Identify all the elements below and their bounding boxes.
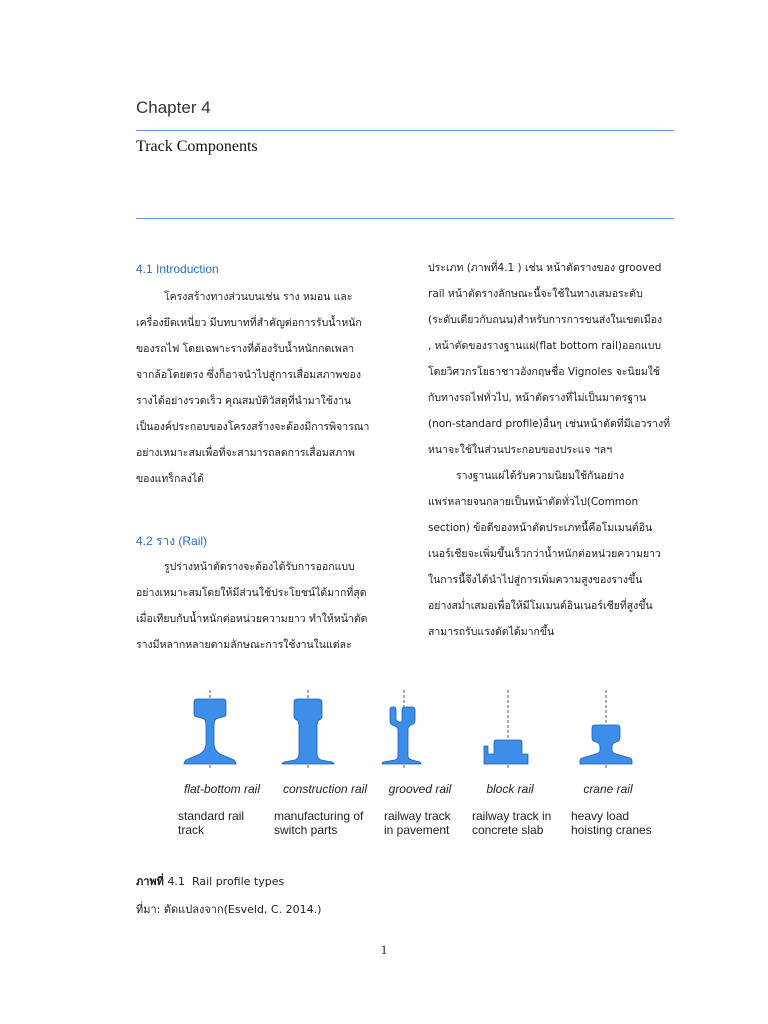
text-line: เป็นองค์ประกอบของโครงสร้างจะต้องมีการพิจารณา — [136, 421, 370, 433]
text-line: รางฐานแผ่ได้รับความนิยมใช้กันอย่าง — [456, 470, 625, 482]
rail-name-grooved: grooved rail — [388, 782, 452, 796]
text-line: รางได้อย่างรวดเร็ว คุณสมบัติวัสดุที่นำมาใช้งาน — [136, 395, 352, 407]
rail-use-block — [472, 809, 551, 837]
rail-use-line: track — [178, 823, 205, 837]
text-line: ของแทร็กลงได้ — [136, 473, 204, 485]
text-line: รูปร่างหน้าตัดรางจะต้องได้รับการออกแบบ — [164, 561, 355, 573]
rail-use-line: switch parts — [274, 823, 338, 837]
rail-name-construction: construction rail — [282, 782, 368, 796]
text-line: (non-standard profile)อื่นๆ เช่นหน้าตัดที่มีเอวรางที่ — [428, 418, 670, 430]
text-line: โดยวิศวกรโยธาชาวอังกฤษชื่อ Vignoles จะนิยมใช้ — [428, 366, 661, 378]
text-line: อย่างเหมาะสมเพื่อที่จะสามารถลดการเสื่อมสภาพ — [136, 447, 355, 459]
intro-heading: 4.1 Introduction — [136, 262, 219, 276]
rail-name-flat-bottom: flat-bottom rail — [183, 782, 261, 796]
intro-paragraph — [136, 284, 369, 492]
rail-profiles-figure — [170, 688, 670, 768]
rail-use-line: standard rail — [178, 809, 245, 823]
grooved-rail-icon — [382, 690, 421, 768]
header-rule-top — [136, 130, 674, 131]
header-rule-bottom — [136, 218, 674, 219]
rail-use-construction — [274, 809, 363, 837]
text-line: section) ข้อดีของหน้าตัดประเภทนี้คือโมเมนต์อิน — [428, 522, 653, 534]
text-line: เครื่องยึดเหนี่ยว มีบทบาทที่สำคัญต่อการรับน้ำหนัก — [136, 317, 362, 329]
text-line: , หน้าตัดของรางฐานแผ่(flat bottom rail)ออกแบบ — [428, 340, 662, 352]
rail-use-grooved — [384, 809, 451, 837]
flat-bottom-rail-icon — [184, 690, 236, 768]
rail-use-line: railway track — [384, 809, 451, 823]
text-line: (ระดับเดียวกับถนน)สำหรับการการขนส่งในเขตเมือง — [428, 314, 663, 326]
text-line: เมื่อเทียบกับน้ำหนักต่อหน่วยความยาว ทำให้หน้าตัด — [136, 613, 368, 625]
rail-name-block: block rail — [486, 782, 534, 796]
text-line: ในการนี้จึงได้นำไปสู่การเพิ่มความสูงของรางขึ้น — [428, 574, 643, 586]
rail-use-line: concrete slab — [472, 823, 544, 837]
text-line: กับทางรถไฟทั่วไป, หน้าตัดรางที่ไม่เป็นมาตรฐาน — [428, 392, 647, 404]
rail-heading: 4.2 ราง (Rail) — [136, 534, 208, 548]
rail-name-crane: crane rail — [583, 782, 633, 796]
figure-caption — [136, 872, 284, 890]
text-line: อย่างเหมาะสมโดยให้มีส่วนใช้ประโยชน์ได้มากที่สุด — [136, 587, 367, 599]
rail-use-crane — [571, 809, 652, 837]
text-line: โครงสร้างทางส่วนบนเช่น ราง หมอน และ — [164, 291, 353, 303]
rail-use-flat-bottom — [178, 809, 244, 837]
page-number: 1 — [380, 942, 388, 957]
text-line: หนาจะใช้ในส่วนประกอบของประแจ ฯลฯ — [428, 444, 613, 456]
rail-use-line: manufacturing of — [274, 809, 364, 823]
rail-use-line: heavy load — [571, 809, 630, 823]
text-line: รางมีหลากหลายตามลักษณะการใช้งานในแต่ละ — [136, 639, 352, 651]
text-line: ของรถไฟ โดยเฉพาะรางที่ต้องรับน้ำหนักกดเพลา — [136, 343, 355, 355]
text-line: แพร่หลายจนกลายเป็นหน้าตัดทั่วไป(Common — [428, 496, 639, 508]
caption-text: Rail profile types — [191, 875, 285, 888]
block-rail-icon — [484, 690, 528, 768]
caption-label: ภาพที่ — [136, 875, 164, 888]
crane-rail-icon — [580, 690, 632, 768]
rail-paragraph — [136, 554, 368, 658]
caption-number: 4.1 — [167, 875, 185, 888]
text-line: จากล้อโดยตรง ซึ่งก็อาจนำไปสู่การเสื่อมสภาพของ — [136, 369, 361, 381]
rail-use-line: in pavement — [384, 823, 450, 837]
rail-use-line: hoisting cranes — [571, 823, 652, 837]
text-line: สามารถรับแรงดัดได้มากขึ้น — [428, 626, 555, 638]
text-line: อย่างสม่ำเสมอเพื่อให้มีโมเมนต์อินเนอร์เชียที่สูงขึ้น — [428, 600, 653, 612]
chapter-label: Chapter 4 — [136, 98, 211, 117]
text-line: rail หน้าตัดรางลักษณะนี้จะใช้ในทางเสมอระดับ — [428, 288, 643, 300]
chapter-title: Track Components — [136, 138, 258, 155]
text-line: เนอร์เชียจะเพิ่มขึ้นเร็วกว่าน้ำหนักต่อหน่วยความยาว — [428, 548, 661, 560]
construction-rail-icon — [282, 690, 334, 768]
rail-use-line: railway track in — [472, 809, 552, 823]
figure-source: ที่มา: ดัดแปลงจาก(Esveld, C. 2014.) — [136, 903, 322, 916]
text-line: ประเภท (ภาพที่4.1 ) เช่น หน้าตัดรางของ grooved — [428, 262, 662, 274]
right-paragraph — [428, 255, 670, 645]
